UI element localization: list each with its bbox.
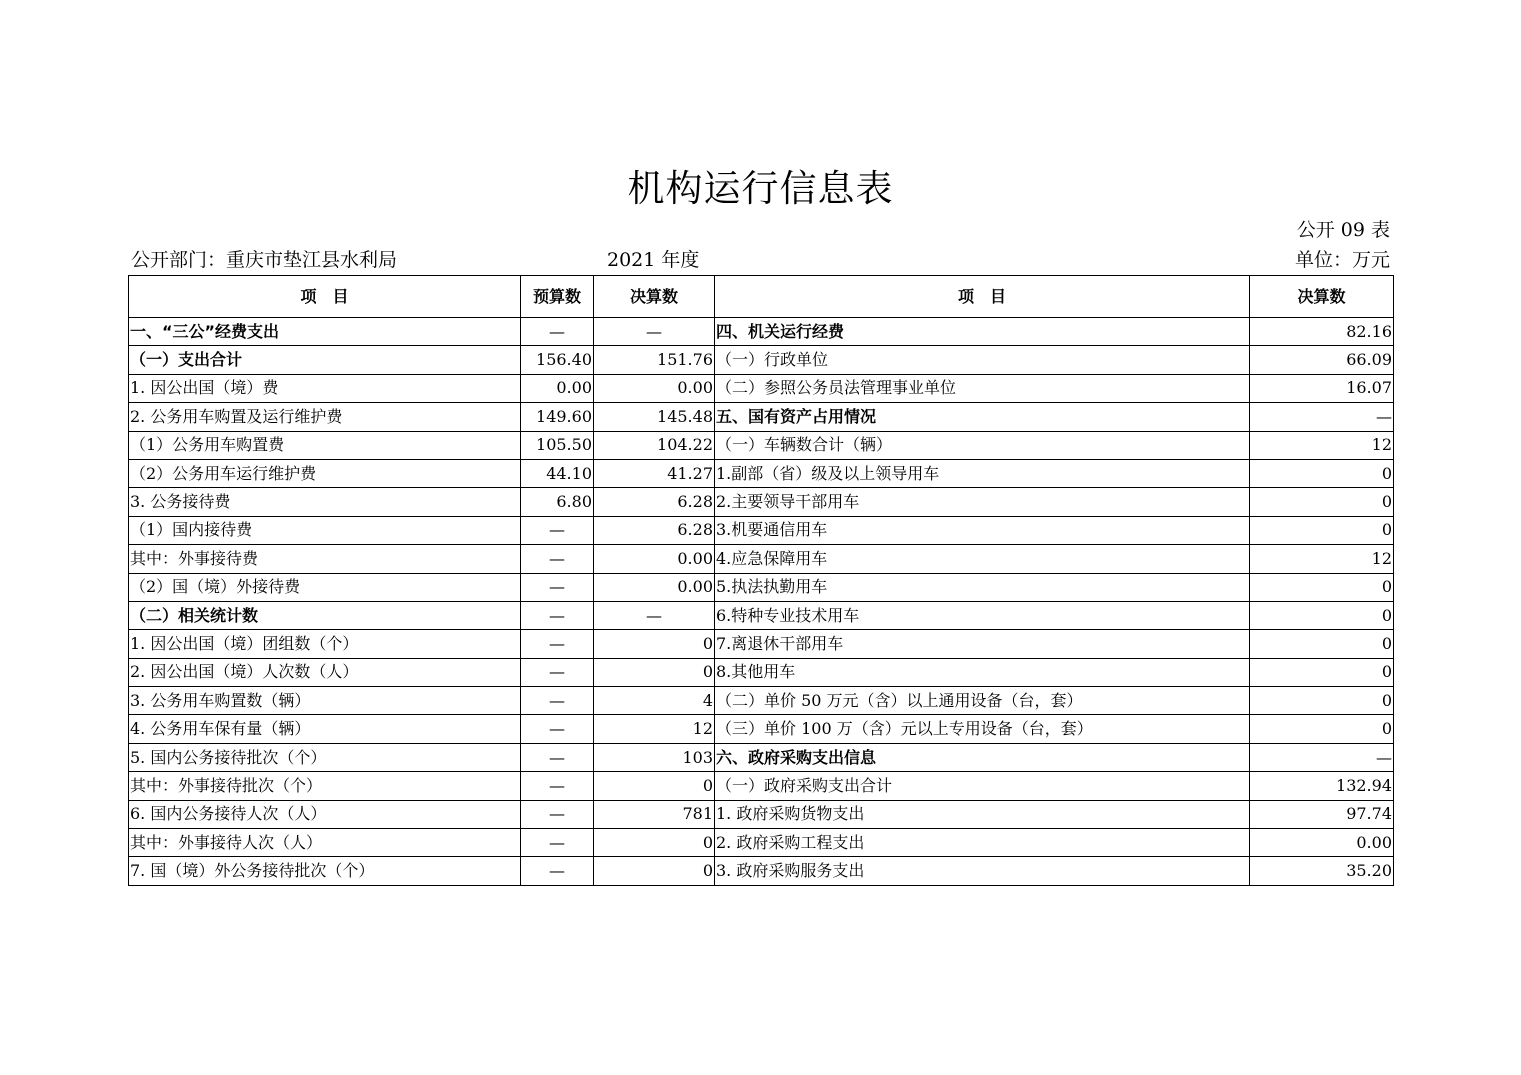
table-row [129,857,1394,885]
row-right-label: （二）单价 50 万元（含）以上通用设备（台，套） [715,687,1250,715]
row-right-label: 1.副部（省）级及以上领导用车 [715,459,1250,487]
row-budget: — [521,545,594,573]
row-right-label: 2.主要领导干部用车 [715,488,1250,516]
row-final: 6.28 [594,516,715,544]
row-budget: 149.60 [521,403,594,431]
row-right-label: 3. 政府采购服务支出 [715,857,1250,885]
table-row [129,658,1394,686]
row-label: 5. 国内公务接待批次（个） [129,743,521,771]
header-item-left: 项 目 [129,276,521,318]
row-label: 3. 公务用车购置数（辆） [129,687,521,715]
table-row [129,829,1394,857]
row-budget: — [521,601,594,629]
table-row [129,488,1394,516]
row-budget: — [521,630,594,658]
header-budget: 预算数 [521,276,594,318]
row-right-value: 16.07 [1250,374,1394,402]
table-row [129,545,1394,573]
row-final: 0.00 [594,374,715,402]
row-right-value: 0 [1250,573,1394,601]
fiscal-year-label: 2021 年度 [607,249,700,271]
row-budget: 44.10 [521,459,594,487]
row-right-value: 35.20 [1250,857,1394,885]
table-row [129,715,1394,743]
row-final: 4 [594,687,715,715]
row-label: （2）国（境）外接待费 [129,573,521,601]
row-budget: — [521,800,594,828]
row-budget: — [521,318,594,346]
row-label: 一、“三公”经费支出 [129,318,521,346]
row-label: （1）公务用车购置费 [129,431,521,459]
row-label: （1）国内接待费 [129,516,521,544]
table-row [129,573,1394,601]
table-row [129,772,1394,800]
row-right-label: 2. 政府采购工程支出 [715,829,1250,857]
row-right-value: — [1250,743,1394,771]
row-final: 0 [594,829,715,857]
row-right-label: 四、机关运行经费 [715,318,1250,346]
table-row [129,601,1394,629]
header-item-right: 项 目 [715,276,1250,318]
row-right-value: 0 [1250,488,1394,516]
row-right-value: 0 [1250,658,1394,686]
row-budget: 0.00 [521,374,594,402]
row-right-label: 8.其他用车 [715,658,1250,686]
row-budget: — [521,516,594,544]
row-label: 2. 因公出国（境）人次数（人） [129,658,521,686]
row-final: — [594,318,715,346]
header-final-left: 决算数 [594,276,715,318]
unit-label: 单位：万元 [1294,249,1390,271]
row-right-value: 97.74 [1250,800,1394,828]
row-right-label: 6.特种专业技术用车 [715,601,1250,629]
row-right-label: 五、国有资产占用情况 [715,403,1250,431]
row-right-value: 0.00 [1250,829,1394,857]
row-budget: 6.80 [521,488,594,516]
table-row [129,431,1394,459]
row-final: 104.22 [594,431,715,459]
row-final: 103 [594,743,715,771]
row-final: 0.00 [594,573,715,601]
row-right-label: （三）单价 100 万（含）元以上专用设备（台，套） [715,715,1250,743]
row-label: 6. 国内公务接待人次（人） [129,800,521,828]
row-budget: — [521,743,594,771]
form-number: 公开 09 表 [1296,219,1390,241]
page-title: 机构运行信息表 [627,167,894,210]
header-final-right: 决算数 [1250,276,1394,318]
row-final: 12 [594,715,715,743]
row-final: — [594,601,715,629]
row-right-value: — [1250,403,1394,431]
row-label: （一）支出合计 [129,346,521,374]
row-budget: — [521,687,594,715]
row-right-label: 1. 政府采购货物支出 [715,800,1250,828]
row-label: （2）公务用车运行维护费 [129,459,521,487]
row-label: （二）相关统计数 [129,601,521,629]
row-budget: — [521,829,594,857]
row-budget: — [521,772,594,800]
row-final: 0 [594,772,715,800]
row-right-label: 六、政府采购支出信息 [715,743,1250,771]
row-label: 其中：外事接待人次（人） [129,829,521,857]
row-final: 0 [594,658,715,686]
operation-info-table [128,275,1394,886]
row-budget: — [521,658,594,686]
row-label: 其中：外事接待批次（个） [129,772,521,800]
row-final: 41.27 [594,459,715,487]
row-right-label: 3.机要通信用车 [715,516,1250,544]
row-right-label: 4.应急保障用车 [715,545,1250,573]
table-row [129,687,1394,715]
row-label: 2. 公务用车购置及运行维护费 [129,403,521,431]
row-label: 7. 国（境）外公务接待批次（个） [129,857,521,885]
table-row [129,374,1394,402]
table-row [129,403,1394,431]
row-label: 1. 因公出国（境）费 [129,374,521,402]
row-label: 3. 公务接待费 [129,488,521,516]
row-right-value: 12 [1250,431,1394,459]
row-right-value: 66.09 [1250,346,1394,374]
row-budget: — [521,715,594,743]
row-final: 0.00 [594,545,715,573]
row-final: 151.76 [594,346,715,374]
row-right-value: 0 [1250,715,1394,743]
row-right-label: （一）政府采购支出合计 [715,772,1250,800]
row-right-label: （二）参照公务员法管理事业单位 [715,374,1250,402]
row-right-value: 0 [1250,516,1394,544]
table-row [129,800,1394,828]
row-final: 0 [594,630,715,658]
row-budget: — [521,573,594,601]
row-budget: — [521,857,594,885]
row-budget: 156.40 [521,346,594,374]
row-budget: 105.50 [521,431,594,459]
department-label: 公开部门：重庆市垫江县水利局 [131,249,398,271]
row-right-value: 0 [1250,601,1394,629]
table-row [129,630,1394,658]
row-right-value: 0 [1250,459,1394,487]
row-right-label: 5.执法执勤用车 [715,573,1250,601]
table-row [129,318,1394,346]
table-row [129,459,1394,487]
row-right-label: （一）行政单位 [715,346,1250,374]
row-final: 781 [594,800,715,828]
row-label: 1. 因公出国（境）团组数（个） [129,630,521,658]
row-right-value: 0 [1250,630,1394,658]
table-row [129,743,1394,771]
table-row [129,516,1394,544]
row-right-value: 12 [1250,545,1394,573]
row-right-value: 132.94 [1250,772,1394,800]
row-right-label: 7.离退休干部用车 [715,630,1250,658]
row-final: 145.48 [594,403,715,431]
row-right-value: 82.16 [1250,318,1394,346]
row-final: 0 [594,857,715,885]
row-label: 4. 公务用车保有量（辆） [129,715,521,743]
row-final: 6.28 [594,488,715,516]
row-right-label: （一）车辆数合计（辆） [715,431,1250,459]
table-row [129,346,1394,374]
row-right-value: 0 [1250,687,1394,715]
row-label: 其中：外事接待费 [129,545,521,573]
table-header-row [129,276,1394,318]
